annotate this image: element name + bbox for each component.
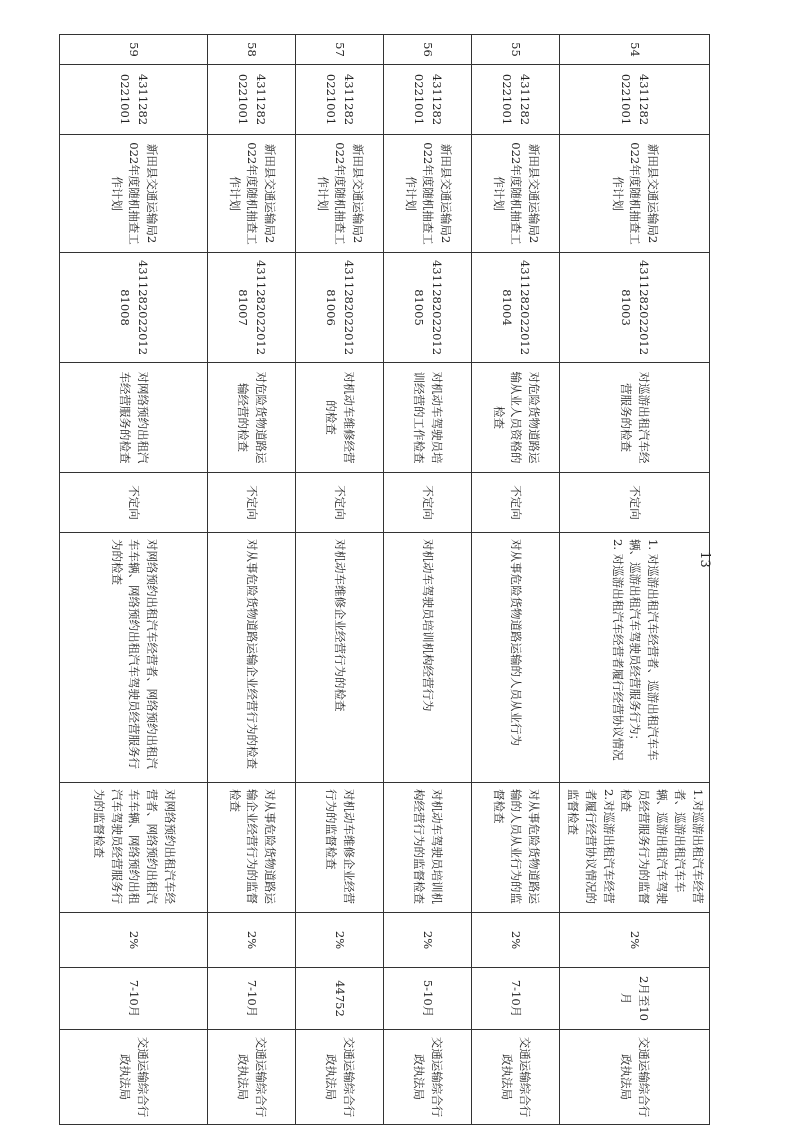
item-name-cell: 对网络预约出租汽车经营服务的检查 (60, 363, 208, 473)
method-cell-line: 对机动车维修企业经营行为的监督检查 (324, 789, 357, 904)
time-cell: 44752 (296, 968, 384, 1030)
item-code-cell: 431128202201281006 (296, 253, 384, 363)
item-name-cell: 对巡游出租汽车经营服务的检查 (560, 363, 710, 473)
plan-code-cell: 43112820221001 (208, 65, 296, 135)
content-cell-line: 2. 对巡游出租汽车经营者履行经营协议情况 (610, 539, 625, 761)
table-row (472, 35, 560, 1125)
content-cell (60, 533, 208, 783)
method-cell (60, 783, 208, 913)
content-cell (384, 533, 472, 783)
direction-cell: 不定向 (472, 473, 560, 533)
ratio-cell: 2% (560, 913, 710, 968)
item-code-cell: 431128202201281008 (60, 253, 208, 363)
inspection-plan-table (59, 34, 710, 1125)
seq-cell: 56 (384, 35, 472, 65)
table-row (560, 35, 710, 1125)
table-row (296, 35, 384, 1125)
plan-name-cell: 新田县交通运输局2022年度随机抽查工作计划 (296, 135, 384, 253)
page-number: 13 (696, 551, 712, 568)
content-cell-line: 对网络预约出租汽车经营者、网络预约出租汽车车辆、网络预约出租汽车驾驶员经营服务行为的检查 (109, 539, 160, 769)
seq-cell: 58 (208, 35, 296, 65)
table-row (208, 35, 296, 1125)
method-cell-line: 对网络预约出租汽车经营者、网络预约出租汽车车辆、网络预约出租汽车驾驶员经营服务行为的监督检查 (91, 789, 178, 904)
plan-code-cell: 43112820221001 (60, 65, 208, 135)
rotated-table-container (60, 34, 710, 1118)
seq-cell: 54 (560, 35, 710, 65)
direction-cell: 不定向 (384, 473, 472, 533)
method-cell-line: 对从事危险货物道路运输的人员从业行为的监督检查 (491, 789, 542, 904)
plan-name-cell: 新田县交通运输局2022年度随机抽查工作计划 (60, 135, 208, 253)
content-cell-line: 1. 对巡游出租汽车经营者、巡游出租汽车车辆、巡游出租汽车驾驶员经营服务行为； (628, 539, 661, 761)
item-code-cell: 431128202201281007 (208, 253, 296, 363)
item-code-cell: 431128202201281003 (560, 253, 710, 363)
seq-cell: 55 (472, 35, 560, 65)
method-cell (296, 783, 384, 913)
plan-code-cell: 43112820221001 (472, 65, 560, 135)
direction-cell: 不定向 (560, 473, 710, 533)
item-name-cell: 对危险货物道路运输经营的检查 (208, 363, 296, 473)
direction-cell: 不定向 (60, 473, 208, 533)
time-cell: 7-10月 (60, 968, 208, 1030)
plan-name-cell: 新田县交通运输局2022年度随机抽查工作计划 (472, 135, 560, 253)
time-cell: 7-10月 (208, 968, 296, 1030)
content-cell (296, 533, 384, 783)
ratio-cell: 2% (208, 913, 296, 968)
time-cell: 7-10月 (472, 968, 560, 1030)
method-cell (560, 783, 710, 913)
direction-cell: 不定向 (208, 473, 296, 533)
seq-cell: 59 (60, 35, 208, 65)
dept-cell: 交通运输综合行政执法局 (60, 1030, 208, 1125)
ratio-cell: 2% (60, 913, 208, 968)
time-cell: 2月至10月 (560, 968, 710, 1030)
item-name-cell: 对机动车维修经营的检查 (296, 363, 384, 473)
item-code-cell: 431128202201281004 (472, 253, 560, 363)
method-cell (472, 783, 560, 913)
document-page (60, 34, 710, 1118)
ratio-cell: 2% (296, 913, 384, 968)
dept-cell: 交通运输综合行政执法局 (384, 1030, 472, 1125)
direction-cell: 不定向 (296, 473, 384, 533)
time-cell: 5-10月 (384, 968, 472, 1030)
dept-cell: 交通运输综合行政执法局 (208, 1030, 296, 1125)
dept-cell: 交通运输综合行政执法局 (560, 1030, 710, 1125)
method-cell-line: 2.对巡游出租汽车经营者履行经营协议情况的监督检查 (566, 789, 616, 904)
item-name-cell: 对机动车驾驶员培训经营的工作检查 (384, 363, 472, 473)
plan-code-cell: 43112820221001 (296, 65, 384, 135)
method-cell-line: 对机动车驾驶员培训机构经营行为的监督检查 (412, 789, 445, 904)
item-name-cell: 对危险货物道路运输从业人员资格的检查 (472, 363, 560, 473)
content-cell-line: 对从事危险货物道路运输的人员从业行为 (509, 539, 524, 746)
dept-cell: 交通运输综合行政执法局 (472, 1030, 560, 1125)
method-cell-line: 1.对巡游出租汽车经营者、巡游出租汽车车辆、巡游出租汽车驾驶员经营服务行为的监督检查 (619, 789, 705, 904)
plan-code-cell: 43112820221001 (384, 65, 472, 135)
content-cell (560, 533, 710, 783)
method-cell (384, 783, 472, 913)
seq-cell: 57 (296, 35, 384, 65)
table-body (60, 35, 710, 1125)
content-cell (472, 533, 560, 783)
method-cell (208, 783, 296, 913)
content-cell-line: 对从事危险货物道路运输企业经营行为的检查 (245, 539, 260, 769)
plan-name-cell: 新田县交通运输局2022年度随机抽查工作计划 (560, 135, 710, 253)
dept-cell: 交通运输综合行政执法局 (296, 1030, 384, 1125)
plan-code-cell: 43112820221001 (560, 65, 710, 135)
item-code-cell: 431128202201281005 (384, 253, 472, 363)
table-row (60, 35, 208, 1125)
method-cell-line: 对从事危险货物道路运输企业经营行为的监督检查 (227, 789, 278, 904)
plan-name-cell: 新田县交通运输局2022年度随机抽查工作计划 (208, 135, 296, 253)
ratio-cell: 2% (472, 913, 560, 968)
content-cell (208, 533, 296, 783)
content-cell-line: 对机动车驾驶员培训机构经营行为 (421, 539, 436, 712)
content-cell-line: 对机动车维修企业经营行为的检查 (333, 539, 348, 712)
table-row (384, 35, 472, 1125)
ratio-cell: 2% (384, 913, 472, 968)
plan-name-cell: 新田县交通运输局2022年度随机抽查工作计划 (384, 135, 472, 253)
